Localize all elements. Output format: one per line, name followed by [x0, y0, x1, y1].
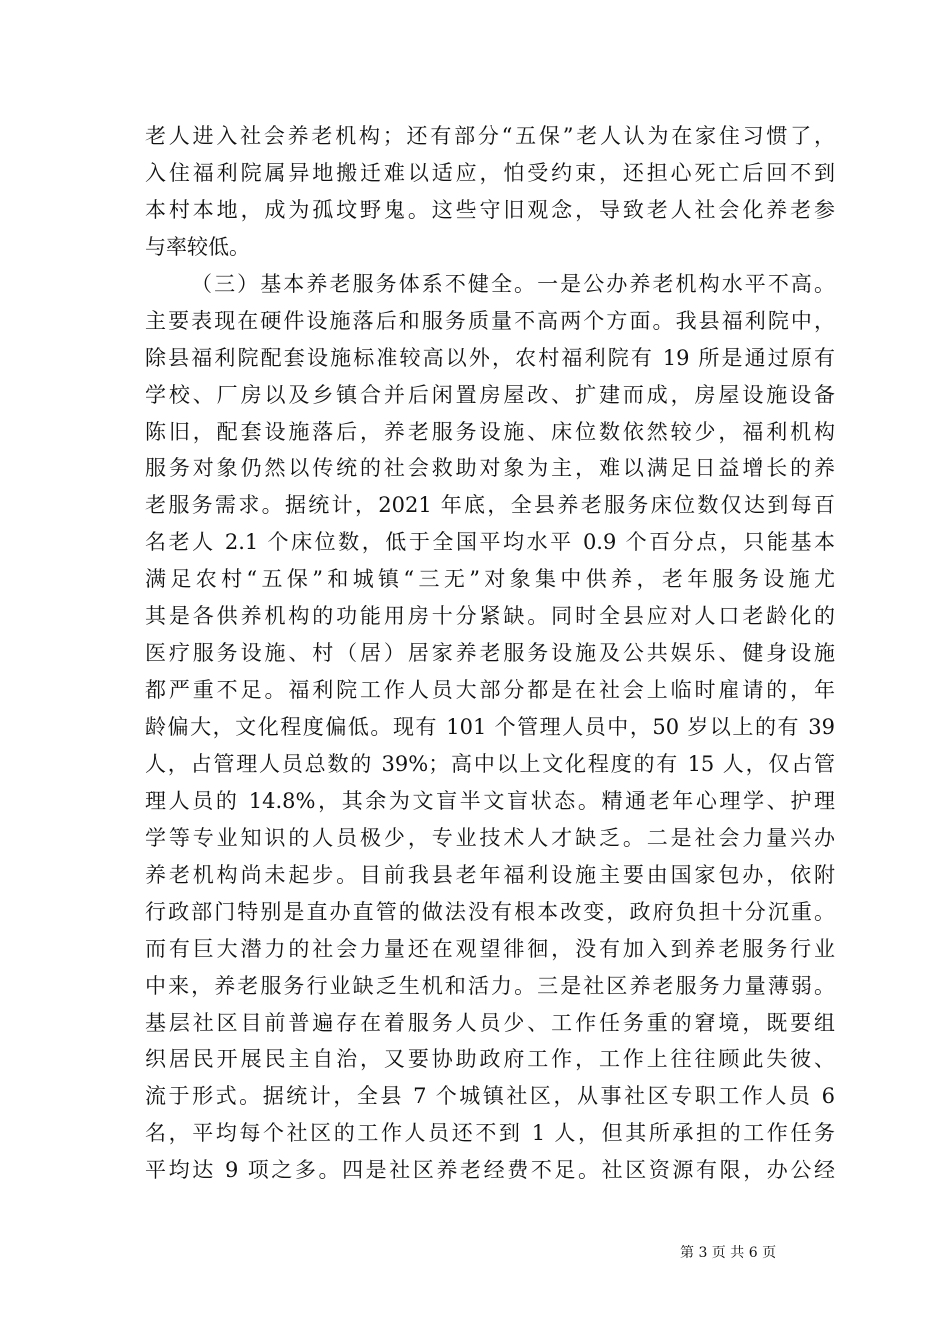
text-line: 平均达 9 项之多。四是社区养老经费不足。社区资源有限，办公经: [145, 1158, 835, 1183]
text-line: 除县福利院配套设施标准较高以外，农村福利院有 19 所是通过原有: [145, 345, 835, 370]
text-line: 陈旧，配套设施落后，养老服务设施、床位数依然较少，福利机构: [145, 419, 835, 444]
text-line: 都严重不足。福利院工作人员大部分都是在社会上临时雇请的，年: [145, 678, 835, 703]
text-line: 基层社区目前普遍存在着服务人员少、工作任务重的窘境，既要组: [145, 1010, 835, 1035]
text-line: 学校、厂房以及乡镇合并后闲置房屋改、扩建而成，房屋设施设备: [145, 382, 835, 407]
text-line: 名，平均每个社区的工作人员还不到 1 人，但其所承担的工作任务: [145, 1121, 835, 1146]
page-number-footer: 第 3 页 共 6 页: [680, 1245, 777, 1261]
text-line: 满足农村“五保”和城镇“三无”对象集中供养，老年服务设施尤: [145, 567, 835, 592]
text-line: 医疗服务设施、村（居）居家养老服务设施及公共娱乐、健身设施: [145, 641, 835, 666]
text-line: 学等专业知识的人员极少，专业技术人才缺乏。二是社会力量兴办: [145, 825, 835, 850]
text-line: 龄偏大，文化程度偏低。现有 101 个管理人员中，50 岁以上的有 39: [145, 715, 835, 739]
text-line: 其是各供养机构的功能用房十分紧缺。同时全县应对人口老龄化的: [145, 604, 835, 629]
text-line: 名老人 2.1 个床位数，低于全国平均水平 0.9 个百分点，只能基本: [145, 530, 835, 555]
text-line: 主要表现在硬件设施落后和服务质量不高两个方面。我县福利院中，: [145, 308, 835, 333]
text-line: 行政部门特别是直办直管的做法没有根本改变，政府负担十分沉重。: [145, 899, 835, 924]
text-line: 入住福利院属异地搬迁难以适应，怕受约束，还担心死亡后回不到: [145, 160, 835, 185]
text-line: 养老机构尚未起步。目前我县老年福利设施主要由国家包办，依附: [145, 862, 835, 887]
text-line: 服务对象仍然以传统的社会救助对象为主，难以满足日益增长的养: [145, 456, 835, 481]
text-line: 人，占管理人员总数的 39%；高中以上文化程度的有 15 人，仅占管: [145, 751, 835, 776]
text-line: 织居民开展民主自治，又要协助政府工作，工作上往往顾此失彼、: [145, 1047, 835, 1072]
text-line: 理人员的 14.8%，其余为文盲半文盲状态。精通老年心理学、护理: [145, 788, 835, 813]
text-line: 中来，养老服务行业缺乏生机和活力。三是社区养老服务力量薄弱。: [145, 973, 835, 998]
text-line: 而有巨大潜力的社会力量还在观望徘徊，没有加入到养老服务行业: [145, 936, 835, 961]
text-line: 与率较低。: [145, 234, 250, 259]
text-line: 老人进入社会养老机构；还有部分“五保”老人认为在家住习惯了，: [145, 124, 835, 148]
text-line: 本村本地，成为孤坟野鬼。这些守旧观念，导致老人社会化养老参: [145, 197, 835, 222]
text-line: （三）基本养老服务体系不健全。一是公办养老机构水平不高。: [191, 271, 835, 296]
text-line: 流于形式。据统计，全县 7 个城镇社区，从事社区专职工作人员 6: [145, 1084, 835, 1109]
document-body: [145, 118, 835, 1189]
text-line: 老服务需求。据统计，2021 年底，全县养老服务床位数仅达到每百: [145, 493, 835, 518]
